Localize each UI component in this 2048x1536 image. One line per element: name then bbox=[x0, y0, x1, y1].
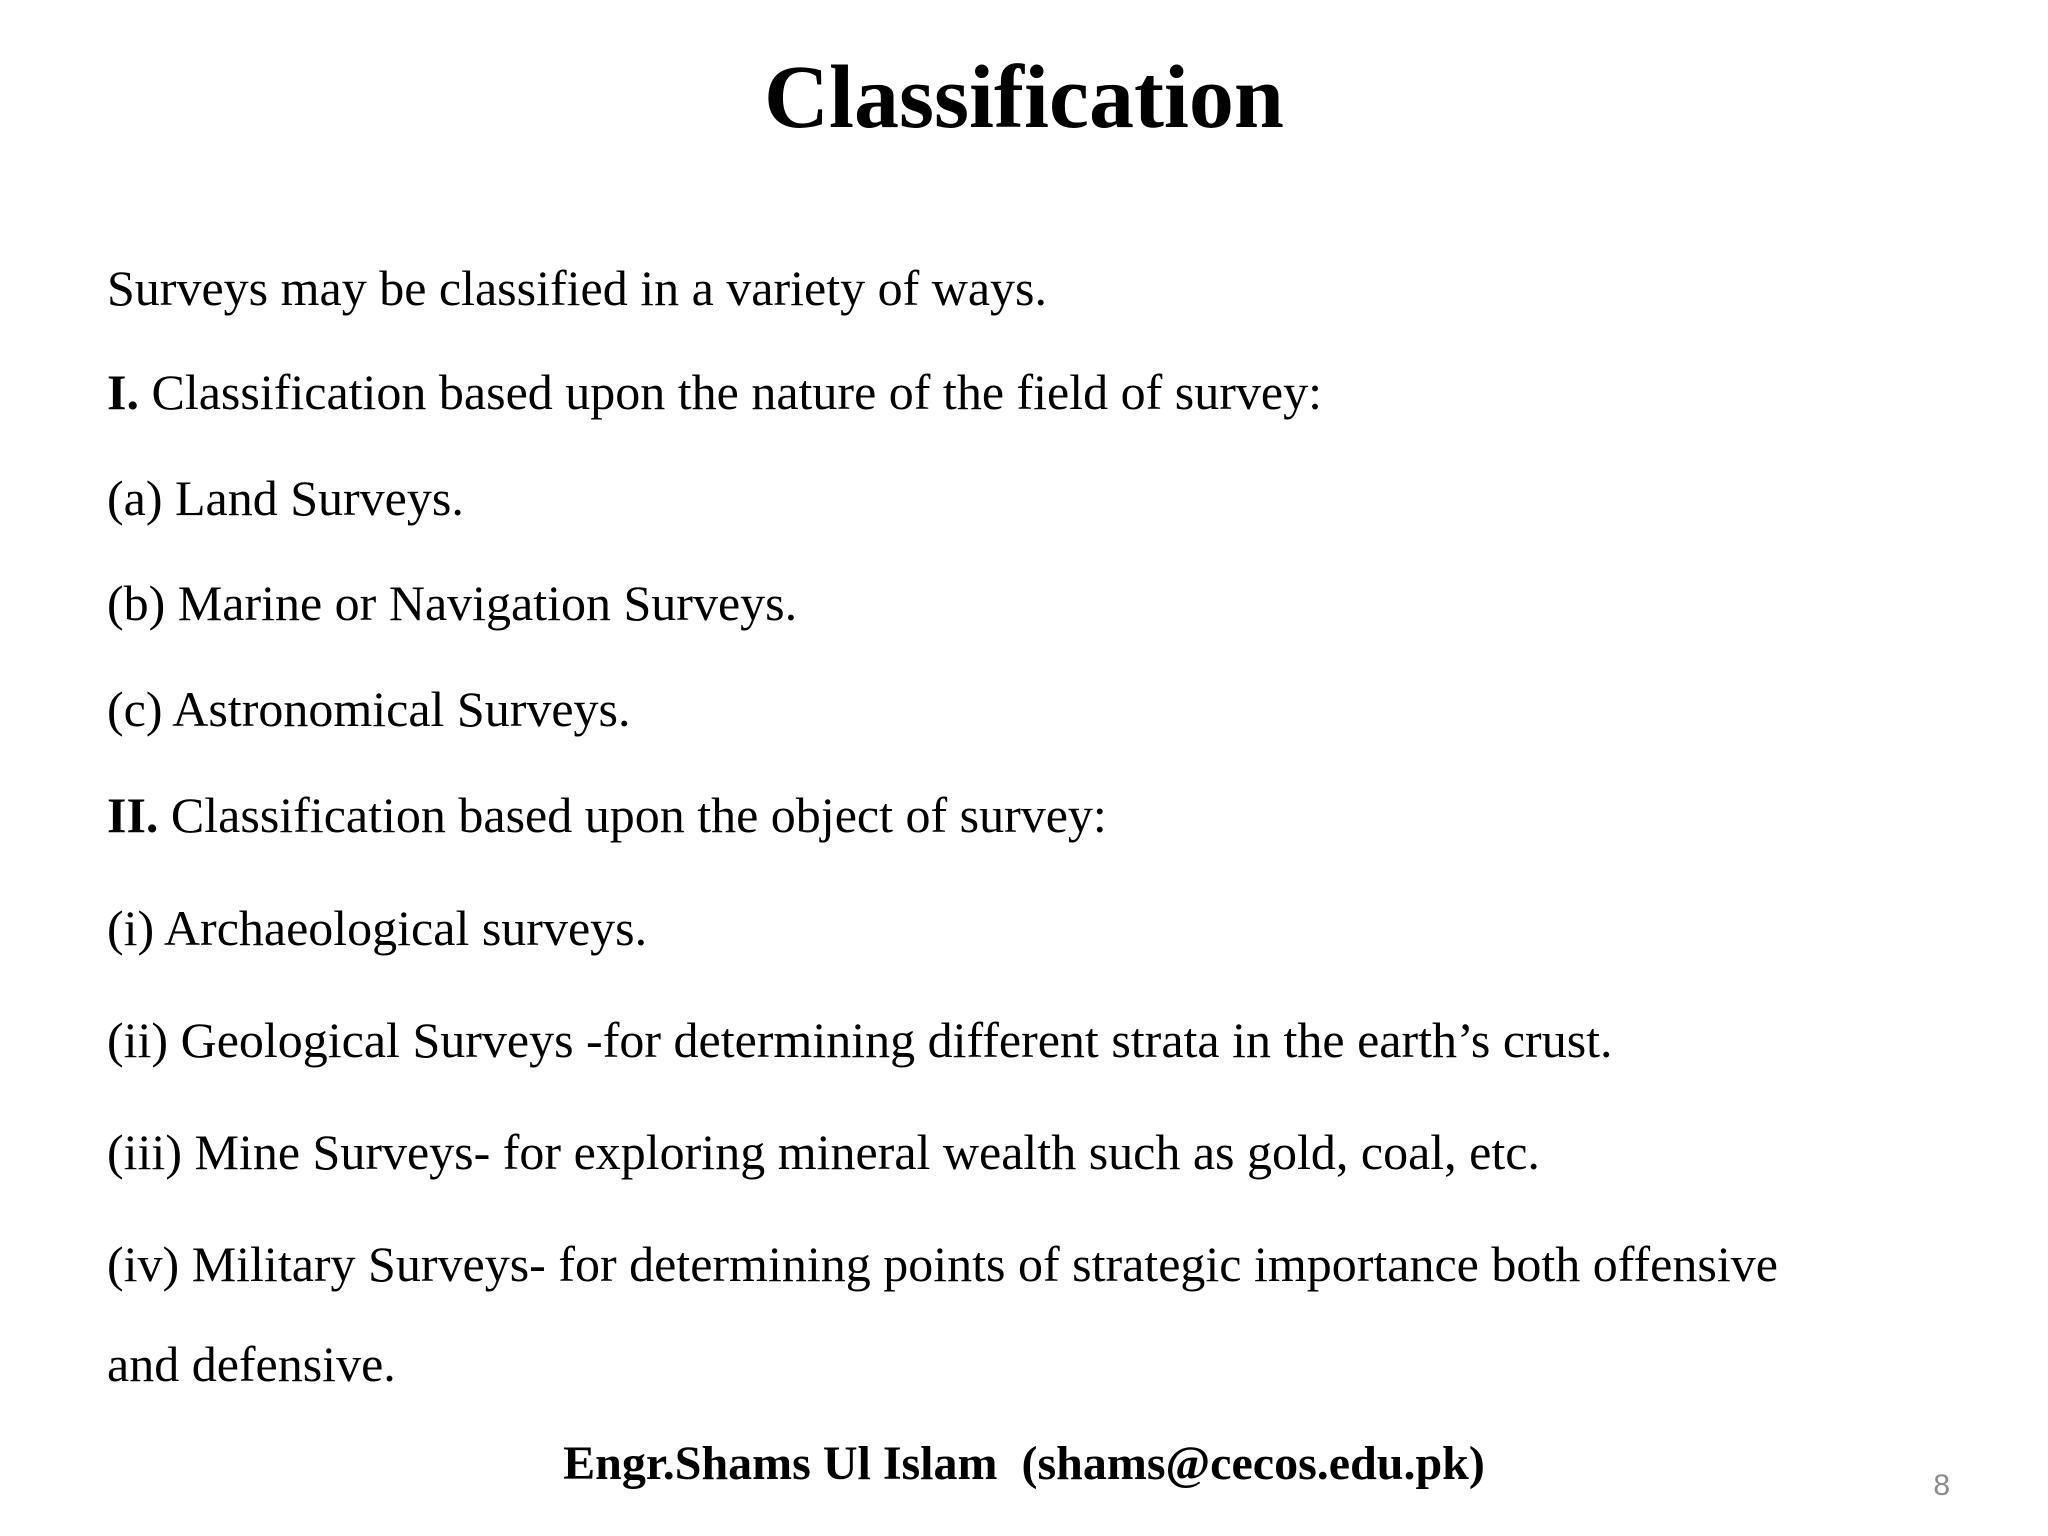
section-heading-text-1: Classification based upon the nature of the field of survey: bbox=[138, 364, 1322, 420]
slide-footer: Engr.Shams Ul Islam (shams@cecos.edu.pk) bbox=[563, 1437, 1485, 1490]
section-heading-1 bbox=[107, 362, 1322, 422]
section-number-1: I. bbox=[107, 364, 139, 420]
list-item: (i) Archaeological surveys. bbox=[107, 900, 648, 956]
list-item: (c) Astronomical Surveys. bbox=[107, 681, 631, 737]
slide-title: Classification bbox=[763, 48, 1284, 147]
list-item: (iv) Military Surveys- for determining points of strategic importance both offensive bbox=[107, 1236, 1778, 1292]
section-number-2: II. bbox=[107, 787, 159, 843]
section-heading-2 bbox=[107, 785, 1107, 845]
list-item: (ii) Geological Surveys -for determining different strata in the earth’s crust. bbox=[107, 1012, 1613, 1068]
list-item: (a) Land Surveys. bbox=[107, 470, 464, 526]
list-item: (iii) Mine Surveys- for exploring mineral wealth such as gold, coal, etc. bbox=[107, 1124, 1540, 1180]
section-heading-text-2: Classification based upon the object of survey: bbox=[158, 787, 1107, 843]
list-item: (b) Marine or Navigation Surveys. bbox=[107, 575, 798, 631]
intro-text: Surveys may be classified in a variety of ways. bbox=[107, 260, 1048, 316]
list-item-continuation: and defensive. bbox=[107, 1336, 396, 1392]
page-number: 8 bbox=[1933, 1469, 1950, 1502]
